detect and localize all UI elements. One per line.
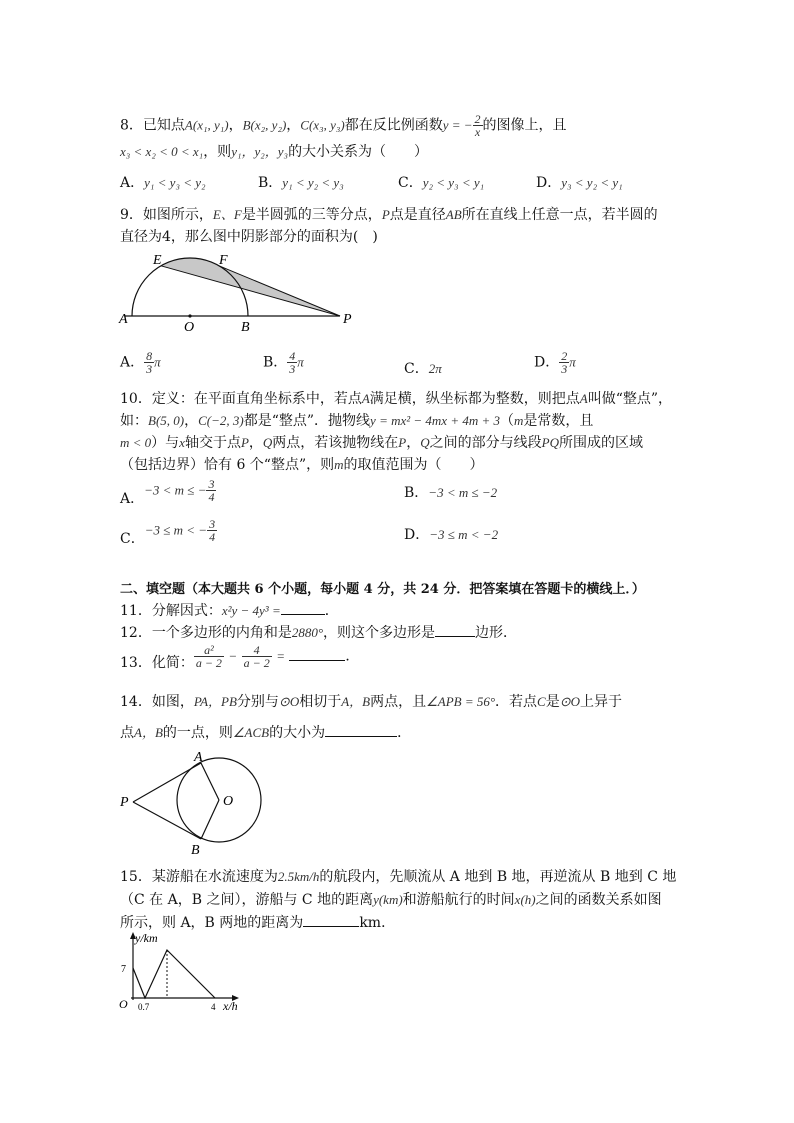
q14-answer-blank[interactable] (325, 724, 397, 737)
label-o: O (223, 794, 234, 809)
q9-option-c[interactable]: C．2π (404, 361, 442, 377)
q9-option-a[interactable]: A． $\frac{8}{3}$ π (120, 349, 161, 376)
q10-option-d[interactable]: D．−3 ≤ m < −2 (404, 527, 499, 543)
q14-line1: 14．如图，PA，PB分别与⊙O相切于A，B两点，且∠APB = 56°．若点C是⊙O上异于 (120, 694, 622, 710)
label-p: P (120, 795, 129, 810)
q9-option-b[interactable]: B． $\frac{4}{3}$ π (263, 349, 304, 376)
section-title: 二、填空题（本大题共 6 个小题，每小题 4 分，共 24 分．把答案填在答题卡的横线上．） (120, 582, 645, 597)
q9-line2: 直径为4，那么图中阴影部分的面积为( ) (120, 229, 378, 245)
shaded-region (161, 258, 340, 316)
label-o: O (184, 320, 195, 332)
q14-line2: 点A，B的一点，则∠ACB的大小为 ． (120, 725, 412, 741)
q15-line3: 所示，则 A，B 两地的距离为 km． (120, 915, 396, 931)
q12: 12．一个多边形的内角和是2880°，则这个多边形是 边形． (120, 625, 518, 641)
q8-line1: 8．已知点A(x₁, y₁)，B(x₂, y₂)，C(x₃, y₃)都在反比例函数y = − $\frac{2}{x}$ 的图像上，且 (120, 112, 567, 139)
q14-tangent-figure (115, 748, 275, 858)
x-condition: x₃ < x₂ < 0 < x₁ (120, 144, 204, 159)
q10-line2: 如：B(5, 0)，C(−2, 3)都是“整点”．抛物线y = mx² − 4mx + 4m + 3（m是常数，且 (120, 413, 594, 429)
tangent-pb (133, 802, 201, 839)
func-fraction: $\frac{2}{x}$ (474, 112, 481, 139)
q10-line3: m < 0）与x轴交于点P，Q两点，若该抛物线在P，Q之间的部分与线段PQ所围成的区域 (120, 435, 643, 451)
func-lhs: y = − (442, 117, 473, 133)
distance-curve (133, 950, 215, 998)
q13: 13．化简： $\frac{\text{a²}}{a - 2}$ − $\frac{4}{a - 2}$ = ． (120, 643, 360, 671)
q8-option-a[interactable]: A．y₁ < y₃ < y₂ (120, 175, 206, 191)
tangent-pa (133, 763, 201, 802)
label-a: A (119, 312, 128, 327)
origin-label: O (119, 997, 128, 1011)
q8-option-c[interactable]: C．y₂ < y₃ < y₁ (398, 175, 485, 191)
point-a: A(x₁, y₁) (184, 117, 229, 133)
x-tick-0-7: 0.7 (138, 1002, 150, 1012)
point-b: B(x₂, y₂) (242, 117, 287, 133)
q10-option-c[interactable]: C．−3 ≤ m < − $\frac{3}{4}$ (120, 517, 216, 547)
q8-option-d[interactable]: D．y₃ < y₂ < y₁ (536, 175, 623, 191)
q11-answer-blank[interactable] (281, 602, 325, 615)
q9-option-d[interactable]: D． $\frac{2}{3}$ π (534, 349, 576, 376)
q15-answer-blank[interactable] (303, 914, 359, 927)
label-b: B (241, 320, 250, 332)
q13-answer-blank[interactable] (289, 648, 345, 661)
x-tick-4: 4 (211, 1002, 216, 1012)
q8-line2: x₃ < x₂ < 0 < x₁，则y₁，y₂，y₃的大小关系为（ ） (120, 144, 429, 160)
line-ep (161, 266, 340, 316)
q9-line1: 9．如图所示，E、F是半圆弧的三等分点，P点是直径AB所在直线上任意一点，若半圆的 (120, 207, 658, 223)
q10-line1: 10．定义：在平面直角坐标系中，若点A满足横，纵坐标都为整数，则把点A叫做“整点”， (120, 391, 673, 407)
q8-option-b[interactable]: B．y₁ < y₂ < y₃ (258, 175, 344, 191)
label-b: B (191, 843, 200, 858)
label-f: F (219, 253, 228, 268)
x-axis-label: x/h (223, 999, 238, 1013)
y-axis-label: y/km (135, 931, 158, 945)
label-a: A (194, 750, 203, 765)
label-p: P (343, 312, 352, 327)
radius-ob (201, 800, 219, 839)
q10-option-b[interactable]: B．−3 < m ≤ −2 (404, 485, 498, 501)
q15-line1: 15．某游船在水流速度为2.5km/h的航段内，先顺流从 A 地到 B 地，再逆流从 B 地到 C 地 (120, 869, 677, 885)
y-values: y₁，y₂，y₃ (231, 144, 289, 159)
radius-oa (201, 763, 219, 800)
q15-distance-time-graph (115, 928, 250, 1014)
q12-answer-blank[interactable] (435, 624, 475, 637)
line-fp (219, 266, 340, 316)
q15-line2: （C 在 A，B 之间），游船与 C 地的距离y(km)和游船航行的时间x(h)之间的函数关系如图 (120, 892, 662, 908)
point-c: C(x₃, y₃) (300, 117, 345, 133)
y-tick-7: 7 (121, 964, 126, 975)
q11: 11．分解因式：x²y − 4y³ = ． (120, 603, 339, 619)
q9-semicircle-figure (115, 250, 365, 332)
label-e: E (153, 253, 162, 268)
q10-line4: （包括边界）恰有 6 个“整点”，则m的取值范围为（ ） (120, 457, 484, 473)
q10-option-a[interactable]: A．−3 < m ≤ − $\frac{3}{4}$ (120, 477, 215, 507)
center-dot (188, 314, 191, 317)
